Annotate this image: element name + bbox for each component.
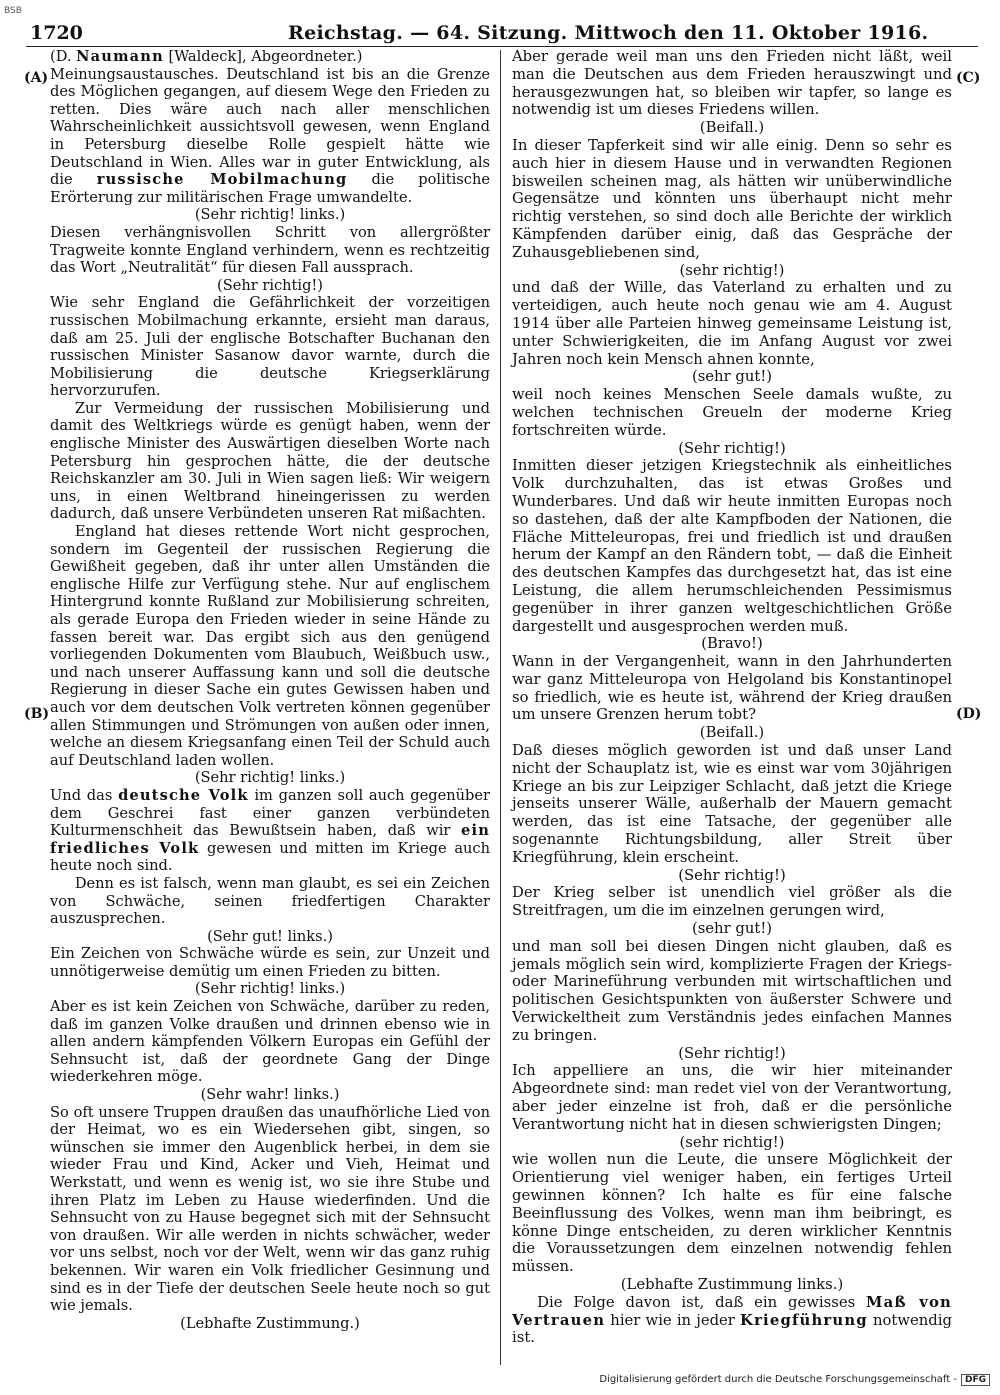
emphasis: Kriegführung: [740, 1311, 868, 1329]
paragraph: weil noch keines Menschen Seele damals wußte, zu welchen technischen Greueln der moderne Krieg fortschreiten würde.: [512, 386, 952, 439]
paragraph: Und das deutsche Volk im ganzen soll auch gegenüber dem Geschrei fast einer ganzen verbündeten Kulturmenschheit das Bewußtsein haben, daß wir ein friedliches Volk gewesen und mitten im Kriege auch heute noch sind.: [50, 786, 490, 875]
interjection: (Lebhafte Zustimmung links.): [620, 1275, 844, 1293]
interjection: (Sehr richtig! links.): [194, 206, 346, 224]
paragraph: Die Folge davon ist, daß ein gewisses Maß von Vertrauen hier wie in jeder Kriegführung notwendig ist.: [512, 1293, 952, 1347]
speaker-name: Naumann: [76, 48, 164, 65]
interjection: (Sehr richtig!): [217, 276, 323, 294]
interjection: (Beifall.): [699, 724, 765, 742]
paragraph: und man soll bei diesen Dingen nicht glauben, daß es jemals möglich sein wird, komplizierte Fragen der Kriegs- oder Marineführung verbunden mit wirtschaftlichen und politischen Gesichtspunkten von äußerster Schwere und Verwickeltheit zum Verständnis jedes einfachen Mannes zu bringen.: [512, 937, 952, 1044]
margin-mark-c: (C): [956, 70, 981, 86]
paragraph: Aber gerade weil man uns den Frieden nicht läßt, weil man die Deutschen aus dem Frieden herauszwingt und herausgezwungen hat, so bleiben wir tapfer, so lange es notwendig ist um dieses Friedens willen.: [512, 48, 952, 119]
column-separator: [500, 50, 501, 1365]
digitization-footer: [599, 1374, 990, 1386]
dfg-logo: DFG: [961, 1374, 990, 1386]
library-watermark: BSB: [4, 6, 22, 16]
paragraph: Inmitten dieser jetzigen Kriegstechnik als einheitliches Volk durchzuhalten, das ist etwas Großes und Wunderbares. Und daß wir heute inmitten Europas noch so dastehen, daß der alte Kampfboden der Nationen, die Fläche Mitteleuropas, frei und friedlich ist und draußen herum der Kampf an den Rändern tobt, — daß die Einheit des deutschen Kampfes das durchgesetzt hat, das ist eine Leistung, die allem herumschleichenden Pessimismus gegenüber in ihrer ganzen weltgeschichtlichen Größe dargestellt und ausgesprochen werden muß.: [512, 457, 952, 635]
paragraph: Wie sehr England die Gefährlichkeit der vorzeitigen russischen Mobilmachung erkannte, ersieht man daraus, daß am 25. Juli der englische Botschafter Buchanan den russischen Minister Sasanow davor warnte, durch die Mobilisierung die deutsche Kriegserklärung hervorzurufen.: [50, 294, 490, 400]
interjection: (Sehr richtig! links.): [194, 980, 346, 998]
paragraph: und daß der Wille, das Vaterland zu erhalten und zu verteidigen, auch heute noch genau wie am 4. August 1914 über alle Parteien hinweg gemeinsame Leistung ist, unter Schwierigkeiten, die im Anfang August vor zwei Jahren noch kein Mensch ahnen konnte,: [512, 279, 952, 368]
paragraph: wie wollen nun die Leute, die unsere Möglichkeit der Orientierung viel weniger haben, ein fertiges Urteil gewinnen können? Ich halte es für eine falsche Beeinflussung des Volkes, wenn man ihm beibringt, es könne Dinge entscheiden, zu deren wirklicher Kenntnis die Voraussetzungen dem einzelnen notwendig fehlen müssen.: [512, 1151, 952, 1276]
interjection: (Sehr richtig!): [678, 1044, 786, 1062]
interjection: (Sehr richtig!): [678, 439, 786, 457]
margin-mark-a: (A): [24, 70, 49, 86]
interjection: (Sehr gut! links.): [207, 927, 333, 945]
interjection: (sehr richtig!): [679, 261, 785, 279]
paragraph: Zur Vermeidung der russischen Mobilisierung und damit des Weltkriegs würde es genügt haben, wenn der englische Minister des Auswärtigen dieselben Worte nach Petersburg hin gesprochen hätte, die der deutsche Reichskanzler am 30. Juli in Wien sagen ließ: Wir weigern uns, in einen Weltbrand hineingerissen zu werden dadurch, daß unsere Verbündeten unseren Rat mißachten.: [50, 399, 490, 523]
paragraph: So oft unsere Truppen draußen das unaufhörliche Lied von der Heimat, wo es ein Wiedersehen gibt, singen, so wünschen sie immer den Augenblick herbei, in dem sie wieder Frau und Kind, Acker und Vieh, Heimat und Werkstatt, und wenn es wenig ist, wo sie ihre Stube und ihren Platz im Leben zu Hause wiederfinden. Und die Sehnsucht von zu Hause begegnet sich mit der Sehnsucht von draußen. Wir alle werden in nichts schwächer, weder vor uns selbst, noch vor der Welt, wenn wir das ganz ruhig bekennen. Wir waren ein Volk friedlicher Gesinnung und sind es in der Tiefe der deutschen Seele heute noch so gut wie jemals.: [50, 1103, 490, 1315]
interjection: (sehr richtig!): [679, 1133, 785, 1151]
paragraph: Ein Zeichen von Schwäche würde es sein, zur Unzeit und unnötigerweise demütig um einen Frieden zu bitten.: [50, 945, 490, 980]
interjection: (Sehr richtig!): [678, 866, 786, 884]
paragraph: In dieser Tapferkeit sind wir alle einig. Denn so sehr es auch hier in diesem Hause und in verwandten Regionen bisweilen scheinen mag, als hätten wir unüberwindliche Gegensätze und könnten uns überhaupt nicht mehr richtig verstehen, so sind doch alle Berichte der wirklich Kämpfenden darüber einig, daß das Gespräche der Zuhausgebliebenen sind,: [512, 136, 952, 261]
paragraph: Diesen verhängnisvollen Schritt von allergrößter Tragweite konnte England verhindern, wenn es rechtzeitig das Wort „Neutralität“ für diesen Fall aussprach.: [50, 223, 490, 277]
interjection: (Lebhafte Zustimmung.): [180, 1314, 360, 1332]
margin-mark-b: (B): [24, 706, 50, 722]
running-header: [20, 22, 978, 44]
interjection: (Sehr richtig! links.): [194, 769, 346, 787]
emphasis: ein friedliches Volk: [50, 822, 490, 857]
paragraph: Denn es ist falsch, wenn man glaubt, es sei ein Zeichen von Schwäche, seinen friedfertigen Charakter auszusprechen.: [50, 874, 490, 928]
paragraph: Ich appelliere an uns, die wir hier miteinander Abgeordnete sind: man redet viel von der Verantwortung, aber jeder einzelne ist froh, daß er die persönliche Verantwortung nicht hat in diesen schwierigsten Dingen;: [512, 1062, 952, 1133]
paragraph: Der Krieg selber ist unendlich viel größer als die Streitfragen, um die im einzelnen gerungen wird,: [512, 884, 952, 920]
interjection: (Sehr wahr! links.): [200, 1086, 340, 1104]
interjection: (sehr gut!): [691, 368, 773, 386]
interjection: (Bravo!): [701, 635, 763, 653]
emphasis: Maß von Vertrauen: [512, 1293, 952, 1329]
right-column: [512, 48, 952, 1347]
paragraph: Wann in der Vergangenheit, wann in den Jahrhunderten war ganz Mitteleuropa von Helgoland bis Konstantinopel so friedlich, wie es heute ist, während der Krieg draußen um unsere Grenzen herum tobt?: [512, 653, 952, 724]
header-rule: [26, 46, 978, 47]
page-number: 1720: [30, 22, 83, 44]
left-column: [50, 48, 490, 1332]
paragraph: Meinungsaustausches. Deutschland ist bis an die Grenze des Möglichen gegangen, auf diesem Wege den Frieden zu retten. Dies wäre auch nach aller menschlichen Wahrscheinlichkeit aussichtsvoll gewesen, wenn England in Petersburg dieselbe Rolle gespielt hätte wie Deutschland in Wien. Alles war in guter Entwicklung, als die russische Mobilmachung die politische Erörterung zur militärischen Frage umwandelte.: [50, 65, 490, 206]
interjection: (Beifall.): [699, 119, 765, 137]
footer-text: Digitalisierung gefördert durch die Deutsche Forschungsgemeinschaft -: [599, 1374, 957, 1385]
emphasis: deutsche Volk: [118, 786, 249, 804]
margin-mark-d: (D): [956, 706, 982, 722]
paragraph: Aber es ist kein Zeichen von Schwäche, darüber zu reden, daß im ganzen Volke draußen und drinnen ebenso wie in allen andern kämpfenden Völkern Europas ein Gefühl der Sehnsucht ist, daß der geordnete Gang der Dinge wiederkehren möge.: [50, 998, 490, 1086]
speaker-line: (D. Naumann [Waldeck], Abgeordneter.): [50, 48, 363, 65]
paragraph: Daß dieses möglich geworden ist und daß unser Land nicht der Schauplatz ist, wie es einst war vom 30jährigen Kriege an bis zur Leipziger Schlacht, daß jetzt die Kriege jenseits unserer Wälle, außerhalb der Mauern gemacht werden, das ist eine Tatsache, der gegenüber alle sogenannte Richtungsbildung, aller Streit über Kriegführung, klein erscheint.: [512, 742, 952, 866]
header-title: Reichstag. — 64. Sitzung. Mittwoch den 11. Oktober 1916.: [288, 22, 929, 44]
paragraph: England hat dieses rettende Wort nicht gesprochen, sondern im Gegenteil der russischen Regierung die Gewißheit gegeben, daß ihr unter allen Umständen die englische Hilfe zur Verfügung stehe. Nur auf englischem Hintergrund konnte Rußland zur Mobilisierung schreiten, als gerade Europa den Frieden wieder in seine Hände zu fassen bereit war. Das ergibt sich aus den genügend vorliegenden Dokumenten vom Blaubuch, Weißbuch usw., und nach unserer Auffassung kann und soll die deutsche Regierung in dieser Sache ein gutes Gewissen haben und auch vor dem deutschen Volk vertreten können gegenüber allen Stimmungen und Strömungen von außen oder innen, welche an diesem Kriegsanfang einen Teil der Schuld auch auf Deutschland laden wollen.: [50, 523, 490, 769]
emphasis: russische Mobilmachung: [96, 171, 348, 189]
interjection: (sehr gut!): [691, 920, 773, 938]
